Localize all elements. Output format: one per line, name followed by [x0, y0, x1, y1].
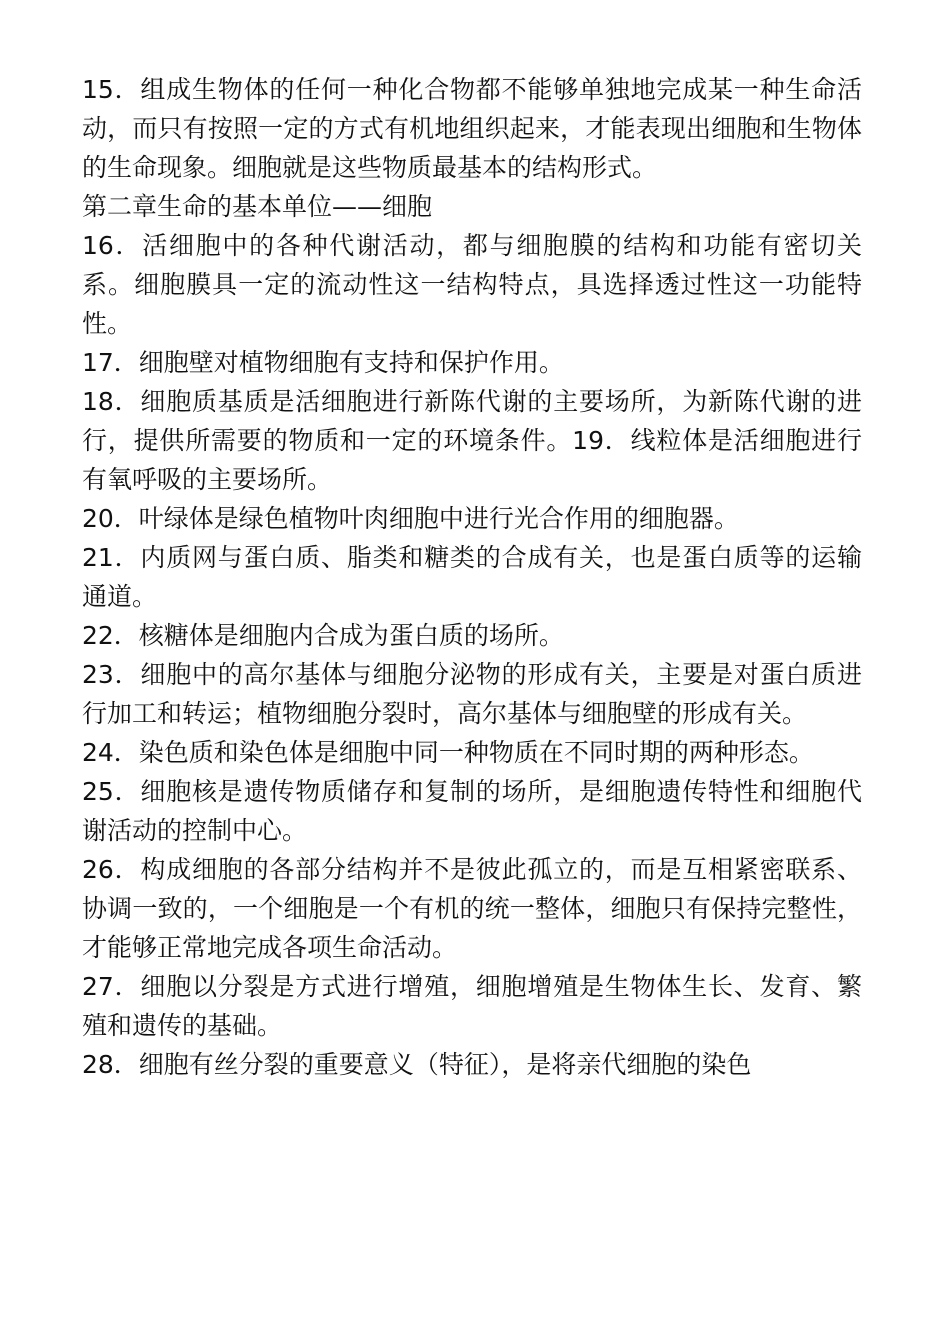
paragraph-25: 25．细胞核是遗传物质储存和复制的场所，是细胞遗传特性和细胞代谢活动的控制中心。: [82, 777, 862, 845]
paragraph-27: 27．细胞以分裂是方式进行增殖，细胞增殖是生物体生长、发育、繁殖和遗传的基础。: [82, 972, 862, 1040]
paragraph-24: 24．染色质和染色体是细胞中同一种物质在不同时期的两种形态。: [82, 738, 814, 767]
document-page: [82, 70, 862, 1084]
paragraph-15: 15．组成生物体的任何一种化合物都不能够单独地完成某一种生命活动，而只有按照一定的方式有机地组织起来，才能表现出细胞和生物体的生命现象。细胞就是这些物质最基本的结构形式。: [82, 75, 862, 182]
paragraph-16: 16．活细胞中的各种代谢活动，都与细胞膜的结构和功能有密切关系。细胞膜具一定的流动性这一结构特点，具选择透过性这一功能特性。: [82, 231, 862, 338]
paragraph-23: 23．细胞中的高尔基体与细胞分泌物的形成有关，主要是对蛋白质进行加工和转运；植物细胞分裂时，高尔基体与细胞壁的形成有关。: [82, 660, 862, 728]
paragraph-26: 26．构成细胞的各部分结构并不是彼此孤立的，而是互相紧密联系、协调一致的，一个细胞是一个有机的统一整体，细胞只有保持完整性，才能够正常地完成各项生命活动。: [82, 855, 862, 962]
paragraph-18-19: 18．细胞质基质是活细胞进行新陈代谢的主要场所，为新陈代谢的进行，提供所需要的物质和一定的环境条件。19．线粒体是活细胞进行有氧呼吸的主要场所。: [82, 387, 862, 494]
paragraph-22: 22．核糖体是细胞内合成为蛋白质的场所。: [82, 621, 564, 650]
paragraph-28: 28．细胞有丝分裂的重要意义（特征），是将亲代细胞的染色: [82, 1050, 752, 1079]
paragraph-20: 20．叶绿体是绿色植物叶肉细胞中进行光合作用的细胞器。: [82, 504, 739, 533]
paragraph-21: 21．内质网与蛋白质、脂类和糖类的合成有关，也是蛋白质等的运输通道。: [82, 543, 862, 611]
chapter-heading: 第二章生命的基本单位——细胞: [82, 192, 433, 221]
paragraph-17: 17．细胞壁对植物细胞有支持和保护作用。: [82, 348, 564, 377]
